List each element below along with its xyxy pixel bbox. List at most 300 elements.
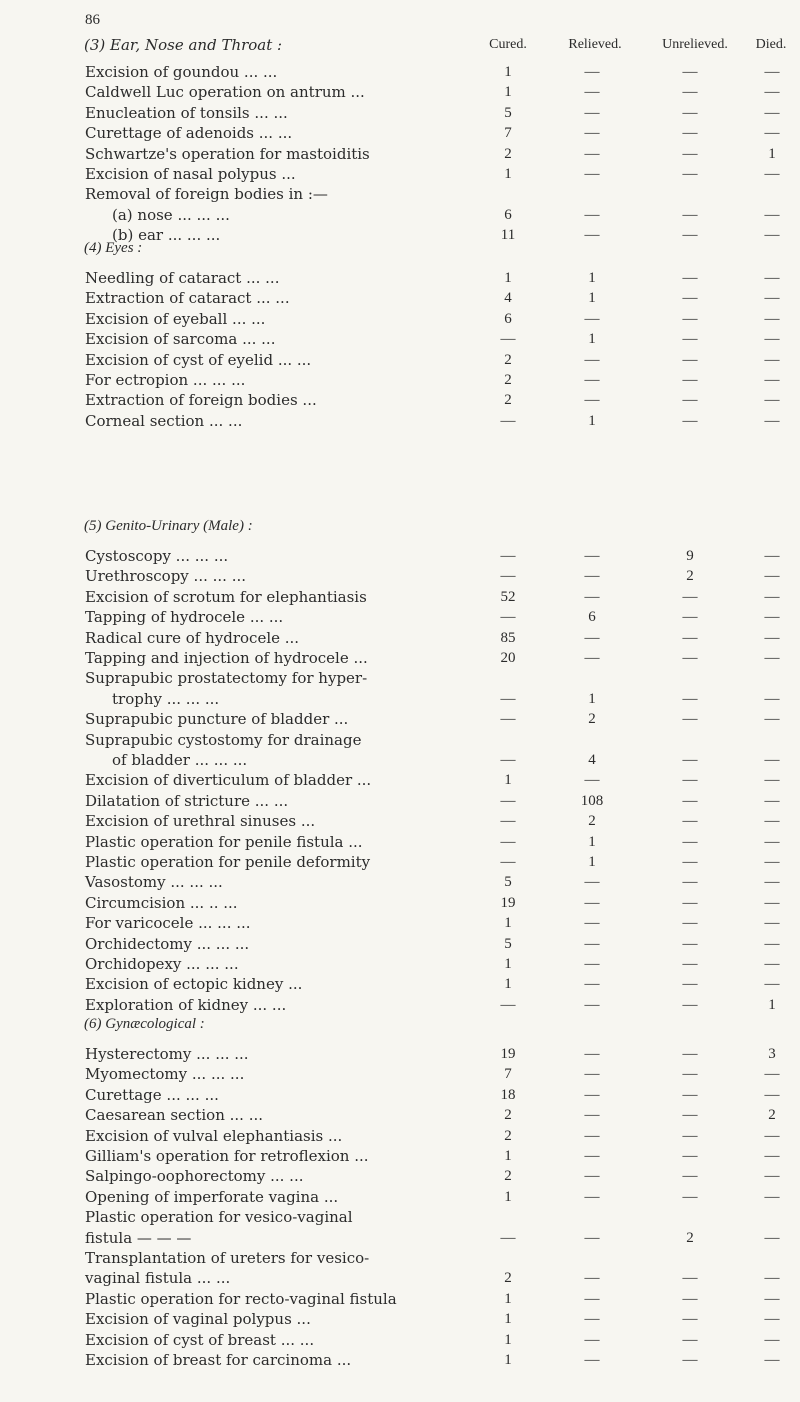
table-row [0, 1207, 800, 1227]
operation-label: Gilliam's operation for retroflexion ... [85, 1147, 369, 1165]
died-cell: — [764, 1066, 780, 1083]
unrelieved-cell: — [682, 1168, 698, 1185]
cured-cell: 1 [504, 976, 512, 993]
cured-cell: — [500, 752, 516, 768]
died-cell: — [764, 568, 780, 585]
table-row [0, 1330, 800, 1350]
unrelieved-cell: — [682, 206, 698, 223]
unrelieved-cell: — [682, 166, 698, 182]
cured-cell: — [500, 331, 516, 348]
cured-cell: 2 [504, 351, 512, 368]
operation-label: Schwartze's operation for mastoiditis [85, 144, 370, 163]
cured-cell: 1 [504, 1148, 512, 1164]
operation-label: Removal of foreign bodies in :— [85, 185, 328, 204]
table-row [0, 628, 800, 648]
cured-cell: 2 [504, 372, 512, 388]
table-row [0, 770, 800, 790]
operation-label: Vasostomy ... ... ... [85, 873, 223, 892]
relieved-cell: 1 [588, 331, 596, 348]
relieved-cell: — [584, 1107, 600, 1124]
operation-label: Salpingo-oophorectomy ... ... [85, 1167, 304, 1186]
died-cell: — [764, 609, 780, 626]
relieved-cell: — [584, 1290, 600, 1307]
cured-cell: 7 [504, 1066, 512, 1083]
died-cell: — [764, 548, 780, 564]
relieved-cell: — [584, 166, 600, 182]
cured-cell: 2 [504, 1107, 512, 1124]
operation-label: Circumcision ... .. ... [85, 893, 238, 912]
unrelieved-cell: — [682, 64, 698, 80]
cured-cell: 1 [504, 84, 512, 101]
cured-cell: 4 [504, 290, 512, 307]
unrelieved-cell: — [682, 915, 698, 932]
cured-cell: — [500, 711, 516, 728]
relieved-cell: — [584, 125, 600, 142]
operation-label: Excision of breast for carcinoma ... [85, 1351, 352, 1369]
relieved-cell: — [584, 976, 600, 993]
cured-cell: 6 [504, 206, 512, 223]
unrelieved-cell: — [682, 874, 698, 891]
table-row [0, 1085, 800, 1105]
table-row [0, 1187, 800, 1207]
cured-cell: — [500, 813, 516, 830]
relieved-cell: 2 [588, 711, 596, 728]
relieved-cell: — [584, 372, 600, 388]
table-row [0, 1350, 800, 1370]
unrelieved-cell: — [682, 1086, 698, 1103]
died-cell: — [764, 1127, 780, 1144]
table-row [0, 1166, 800, 1186]
unrelieved-cell: — [682, 690, 698, 707]
table-row [0, 974, 800, 994]
operation-label: Excision of scrotum for elephantiasis [85, 587, 367, 606]
died-cell: — [764, 351, 780, 368]
relieved-cell: — [584, 568, 600, 585]
cured-cell: — [500, 792, 516, 809]
relieved-cell: — [584, 351, 600, 368]
operation-label: Excision of urethral sinuses ... [85, 812, 316, 831]
died-cell: — [764, 629, 780, 646]
died-cell: — [764, 976, 780, 993]
relieved-cell: 1 [588, 833, 596, 850]
cured-cell: 5 [504, 935, 512, 952]
operation-label: Plastic operation for recto-vaginal fistula [85, 1289, 397, 1308]
unrelieved-cell: — [682, 1352, 698, 1368]
table-row [0, 309, 800, 329]
cured-cell: 1 [504, 270, 512, 286]
relieved-cell: 2 [588, 813, 596, 830]
unrelieved-cell: 2 [686, 568, 694, 585]
table-row [0, 872, 800, 892]
operation-label: Caesarean section ... ... [85, 1106, 263, 1125]
table-row [0, 648, 800, 668]
operation-label: Exploration of kidney ... ... [85, 995, 287, 1014]
page-number: 86 [85, 12, 100, 28]
unrelieved-cell: — [682, 392, 698, 409]
table-row [0, 370, 800, 390]
operation-label: Tapping of hydrocele ... ... [85, 608, 284, 627]
died-cell: — [764, 1352, 780, 1368]
section-title: (6) Gynæcological : [84, 1016, 205, 1032]
relieved-cell: — [584, 1311, 600, 1328]
unrelieved-cell: — [682, 351, 698, 368]
unrelieved-cell: — [682, 996, 698, 1013]
died-cell: — [764, 1168, 780, 1185]
cured-cell: — [500, 412, 516, 429]
relieved-cell: 6 [588, 609, 596, 626]
operation-label: Extraction of cataract ... ... [85, 289, 290, 308]
table-row [0, 1146, 800, 1166]
relieved-cell: — [584, 996, 600, 1013]
table-row [0, 791, 800, 811]
unrelieved-cell: — [682, 125, 698, 142]
relieved-cell: — [584, 915, 600, 932]
unrelieved-cell: — [682, 372, 698, 388]
table-row [0, 1248, 800, 1268]
table-row [0, 1309, 800, 1329]
unrelieved-cell: — [682, 290, 698, 307]
table-row [0, 1268, 800, 1288]
died-cell: — [764, 310, 780, 327]
cured-cell: 1 [504, 166, 512, 182]
relieved-cell: — [584, 1046, 600, 1062]
operation-label: Excision of diverticulum of bladder ... [85, 771, 372, 790]
cured-cell: — [500, 568, 516, 585]
died-cell: — [764, 956, 780, 972]
operation-label: Myomectomy ... ... ... [85, 1065, 245, 1084]
operation-label: Transplantation of ureters for vesico- [85, 1249, 370, 1267]
unrelieved-cell: — [682, 813, 698, 830]
died-cell: — [764, 372, 780, 388]
cured-cell: 2 [504, 145, 512, 162]
section-title: (5) Genito-Urinary (Male) : [84, 518, 253, 534]
operation-label: Excision of nasal polypus ... [85, 165, 296, 183]
unrelieved-cell: — [682, 772, 698, 789]
table-row [0, 566, 800, 586]
unrelieved-cell: — [682, 412, 698, 429]
operation-label: (b) ear ... ... ... [112, 226, 221, 245]
operation-label: Excision of eyeball ... ... [85, 309, 266, 328]
died-cell: — [764, 854, 780, 870]
operation-label: Radical cure of hydrocele ... [85, 628, 300, 647]
unrelieved-cell: — [682, 976, 698, 993]
unrelieved-cell: — [682, 227, 698, 244]
relieved-cell: — [584, 935, 600, 952]
cured-cell: — [500, 609, 516, 626]
died-cell: — [764, 1290, 780, 1307]
died-cell: — [764, 935, 780, 952]
unrelieved-cell: — [682, 935, 698, 952]
table-row [0, 587, 800, 607]
cured-cell: 1 [504, 1311, 512, 1328]
unrelieved-cell: — [682, 104, 698, 121]
cured-cell: 20 [500, 650, 516, 666]
operation-label: Orchidopexy ... ... ... [85, 955, 239, 973]
relieved-cell: — [584, 310, 600, 327]
cured-cell: — [500, 854, 516, 870]
operation-label: Dilatation of stricture ... ... [85, 791, 289, 810]
died-cell: — [764, 690, 780, 707]
operation-label: vaginal fistula ... ... [85, 1269, 231, 1288]
relieved-cell: — [584, 956, 600, 972]
cured-cell: 1 [504, 1188, 512, 1205]
cured-cell: 11 [500, 227, 516, 244]
cured-cell: 19 [500, 1046, 516, 1062]
relieved-cell: — [584, 104, 600, 121]
died-cell: — [764, 1311, 780, 1328]
table-row [0, 730, 800, 750]
unrelieved-cell: — [682, 833, 698, 850]
relieved-cell: 1 [588, 270, 596, 286]
died-cell: — [764, 1086, 780, 1103]
unrelieved-cell: — [682, 752, 698, 768]
operation-label: Tapping and injection of hydrocele ... [85, 649, 368, 667]
operation-label: Orchidectomy ... ... ... [85, 934, 250, 953]
relieved-cell: — [584, 84, 600, 101]
table-header [0, 36, 800, 56]
operation-label: of bladder ... ... ... [112, 751, 248, 769]
died-cell: — [764, 772, 780, 789]
table-row [0, 268, 800, 288]
relieved-cell: — [584, 145, 600, 162]
cured-cell: 5 [504, 104, 512, 121]
operation-label: Enucleation of tonsils ... ... [85, 103, 288, 122]
operation-label: Hysterectomy ... ... ... [85, 1045, 249, 1063]
cured-cell: 5 [504, 874, 512, 891]
relieved-cell: — [584, 548, 600, 564]
cured-cell: — [500, 1229, 516, 1246]
table-row [0, 607, 800, 627]
cured-cell: 1 [504, 956, 512, 972]
table-row [0, 1126, 800, 1146]
cured-cell: 2 [504, 1168, 512, 1185]
cured-cell: 1 [504, 64, 512, 80]
relieved-cell: 1 [588, 854, 596, 870]
relieved-cell: — [584, 874, 600, 891]
table-row [0, 184, 800, 204]
operation-label: Opening of imperforate vagina ... [85, 1187, 339, 1206]
died-cell: — [764, 84, 780, 101]
operation-label: For varicocele ... ... ... [85, 914, 251, 933]
table-row [0, 934, 800, 954]
unrelieved-cell: — [682, 1107, 698, 1124]
table-row [0, 164, 800, 184]
died-cell: — [764, 412, 780, 429]
cured-cell: 1 [504, 772, 512, 789]
died-cell: — [764, 64, 780, 80]
relieved-cell: — [584, 629, 600, 646]
operation-label: Excision of cyst of breast ... ... [85, 1330, 315, 1349]
unrelieved-cell: 2 [686, 1229, 694, 1246]
relieved-cell: — [584, 1086, 600, 1103]
cured-cell: 85 [500, 629, 516, 646]
table-row [0, 1064, 800, 1084]
table-row [0, 689, 800, 709]
died-cell: 3 [768, 1046, 776, 1062]
died-cell: — [764, 125, 780, 142]
relieved-cell: — [584, 772, 600, 789]
relieved-cell: — [584, 1148, 600, 1164]
cured-cell: 1 [504, 1290, 512, 1307]
table-row [0, 893, 800, 913]
died-cell: — [764, 104, 780, 121]
table-row [0, 144, 800, 164]
died-cell: — [764, 650, 780, 666]
relieved-cell: — [584, 64, 600, 80]
cured-cell: 6 [504, 310, 512, 327]
table-row [0, 82, 800, 102]
died-cell: — [764, 1270, 780, 1287]
column-header-cured: Cured. [489, 37, 527, 52]
operation-label: Plastic operation for penile fistula ... [85, 832, 363, 851]
operation-label: Suprapubic cystostomy for drainage [85, 730, 362, 749]
died-cell: — [764, 1229, 780, 1246]
unrelieved-cell: — [682, 270, 698, 286]
relieved-cell: — [584, 1127, 600, 1144]
cured-cell: — [500, 548, 516, 564]
unrelieved-cell: — [682, 1270, 698, 1287]
unrelieved-cell: — [682, 650, 698, 666]
relieved-cell: — [584, 1168, 600, 1185]
cured-cell: 1 [504, 915, 512, 932]
column-header-relieved: Relieved. [568, 37, 622, 52]
table-row [0, 709, 800, 729]
table-row [0, 832, 800, 852]
died-cell: — [764, 711, 780, 728]
unrelieved-cell: — [682, 956, 698, 972]
cured-cell: 2 [504, 392, 512, 409]
relieved-cell: 108 [580, 792, 604, 809]
table-row [0, 668, 800, 688]
table-row [0, 750, 800, 770]
table-row [0, 811, 800, 831]
table-row [0, 123, 800, 143]
table-row [0, 350, 800, 370]
died-cell: — [764, 206, 780, 223]
died-cell: — [764, 290, 780, 307]
died-cell: — [764, 792, 780, 809]
operation-label: Curettage of adenoids ... ... [85, 124, 293, 143]
died-cell: 1 [768, 996, 776, 1013]
cured-cell: — [500, 833, 516, 850]
cured-cell: 2 [504, 1270, 512, 1287]
died-cell: — [764, 894, 780, 911]
died-cell: — [764, 270, 780, 286]
died-cell: — [764, 392, 780, 409]
operation-label: Needling of cataract ... ... [85, 269, 280, 287]
relieved-cell: 4 [588, 752, 596, 768]
unrelieved-cell: — [682, 792, 698, 809]
relieved-cell: 1 [588, 412, 596, 429]
table-row [0, 329, 800, 349]
table-row [0, 1105, 800, 1125]
operation-label: Excision of vaginal polypus ... [85, 1310, 311, 1329]
table-row [0, 954, 800, 974]
cured-cell: 2 [504, 1127, 512, 1144]
operation-label: Excision of goundou ... ... [85, 63, 278, 81]
section-title: (4) Eyes : [84, 240, 143, 256]
operation-label: Suprapubic prostatectomy for hyper- [85, 669, 368, 688]
cured-cell: 1 [504, 1331, 512, 1348]
operation-label: trophy ... ... ... [112, 689, 220, 708]
died-cell: — [764, 813, 780, 830]
cured-cell: 19 [500, 894, 516, 911]
unrelieved-cell: — [682, 1066, 698, 1083]
relieved-cell: — [584, 1331, 600, 1348]
table-row [0, 205, 800, 225]
section-title-ent: (3) Ear, Nose and Throat : [84, 36, 283, 54]
cured-cell: — [500, 996, 516, 1013]
died-cell: 2 [768, 1107, 776, 1124]
operation-label: Corneal section ... ... [85, 411, 243, 430]
operation-label: Excision of vulval elephantiasis ... [85, 1126, 343, 1145]
table-row [0, 913, 800, 933]
relieved-cell: — [584, 227, 600, 244]
died-cell: — [764, 1148, 780, 1164]
column-header-unrelieved: Unrelieved. [662, 37, 728, 52]
relieved-cell: — [584, 650, 600, 666]
operation-label: For ectropion ... ... ... [85, 371, 246, 389]
relieved-cell: — [584, 1066, 600, 1083]
unrelieved-cell: — [682, 588, 698, 605]
unrelieved-cell: — [682, 1290, 698, 1307]
unrelieved-cell: — [682, 629, 698, 646]
cured-cell: — [500, 690, 516, 707]
unrelieved-cell: — [682, 1046, 698, 1062]
relieved-cell: — [584, 588, 600, 605]
relieved-cell: — [584, 392, 600, 409]
unrelieved-cell: — [682, 331, 698, 348]
table-row [0, 852, 800, 872]
operation-label: fistula — — — [85, 1228, 192, 1247]
unrelieved-cell: — [682, 894, 698, 911]
unrelieved-cell: — [682, 609, 698, 626]
table-row [0, 1228, 800, 1248]
died-cell: — [764, 1188, 780, 1205]
died-cell: — [764, 166, 780, 182]
relieved-cell: — [584, 1352, 600, 1368]
cured-cell: 7 [504, 125, 512, 142]
column-header-died: Died. [755, 37, 787, 52]
cured-cell: 18 [500, 1086, 516, 1103]
operation-label: Curettage ... ... ... [85, 1085, 219, 1104]
died-cell: — [764, 588, 780, 605]
table-row [0, 546, 800, 566]
unrelieved-cell: — [682, 1148, 698, 1164]
relieved-cell: 1 [588, 290, 596, 307]
unrelieved-cell: — [682, 310, 698, 327]
relieved-cell: 1 [588, 690, 596, 707]
table-row [0, 288, 800, 308]
table-row [0, 1044, 800, 1064]
died-cell: — [764, 752, 780, 768]
operation-label: Excision of cyst of eyelid ... ... [85, 350, 312, 369]
unrelieved-cell: — [682, 84, 698, 101]
unrelieved-cell: — [682, 145, 698, 162]
cured-cell: 52 [500, 588, 516, 605]
operation-label: Suprapubic puncture of bladder ... [85, 710, 349, 729]
died-cell: — [764, 874, 780, 891]
unrelieved-cell: — [682, 1311, 698, 1328]
relieved-cell: — [584, 894, 600, 911]
table-row [0, 995, 800, 1015]
operation-label: Cystoscopy ... ... ... [85, 547, 229, 565]
unrelieved-cell: — [682, 1188, 698, 1205]
table-row [0, 411, 800, 431]
died-cell: — [764, 1331, 780, 1348]
table-row [0, 390, 800, 410]
operation-label: Caldwell Luc operation on antrum ... [85, 83, 365, 102]
